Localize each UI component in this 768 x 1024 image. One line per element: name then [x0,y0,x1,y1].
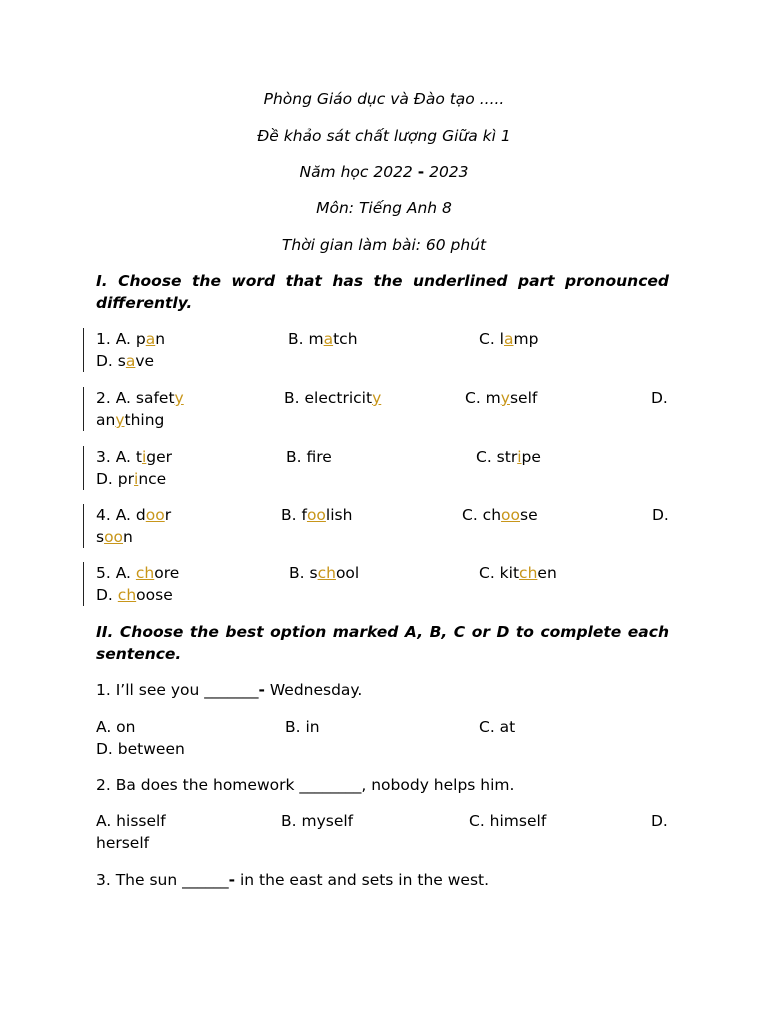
margin-bar [83,504,84,548]
option-a: A. hisself [96,812,166,830]
option-b: B. electricity [284,389,382,407]
option-b: B. school [289,564,360,582]
option-d: soon [96,528,133,546]
option-a: 4. A. door [96,506,172,524]
option-b: B. myself [281,812,354,830]
school-year-dash: - [417,163,425,181]
option-d-label: D. [652,506,669,524]
question-3 [96,446,696,490]
header-subject: Môn: Tiếng Anh 8 [316,199,452,217]
option-c: C. at [479,718,516,736]
question-2-sentence: 2. Ba does the homework ________, nobody helps him. [96,776,515,794]
margin-bar [83,562,84,606]
option-a: 3. A. tiger [96,448,173,466]
option-c: C. myself [465,389,538,407]
question-3-sentence: 3. The sun ______- in the east and sets in the west. [96,871,490,889]
option-d: herself [96,834,150,852]
option-a: A. on [96,718,136,736]
option-a: 1. A. pan [96,330,166,348]
option-c: C. choose [462,506,538,524]
option-d-label: D. [651,389,668,407]
question-2 [96,387,696,431]
header-duration: Thời gian làm bài: 60 phút [281,236,487,254]
question-1 [96,328,696,372]
option-d: anything [96,411,165,429]
option-a: 5. A. chore [96,564,180,582]
option-c: C. kitchen [479,564,557,582]
margin-bar [83,446,84,490]
option-c: C. lamp [479,330,539,348]
option-c: C. himself [469,812,547,830]
option-d: D. choose [96,586,173,604]
margin-bar [83,387,84,431]
section-1-title: I. Choose the word that has the underlined part pronounced differently. [96,272,669,312]
question-1-sentence: 1. I’ll see you _______- Wednesday. [96,681,363,699]
option-d-label: D. [651,812,668,830]
option-b: B. match [288,330,358,348]
header-exam-title: Đề khảo sát chất lượng Giữa kì 1 [257,127,511,145]
header-department: Phòng Giáo dục và Đào tạo ..... [263,90,505,108]
header-school-year [0,162,768,182]
school-year-end: 2023 [424,163,469,181]
margin-bar [83,328,84,372]
option-d: D. prince [96,470,167,488]
option-b: B. foolish [281,506,353,524]
question-4 [96,504,696,548]
option-c: C. stripe [476,448,541,466]
option-a: 2. A. safety [96,389,184,407]
section-2-title: II. Choose the best option marked A, B, C or D to complete each sentence. [96,623,669,663]
question-5 [96,562,696,606]
option-b: B. fre [286,448,332,466]
option-b: B. in [285,718,320,736]
question-2-options [96,810,696,854]
question-1-options [96,716,696,760]
school-year-start: Năm học 2022 [299,163,418,181]
option-d: D. save [96,352,155,370]
option-d: D. between [96,740,185,758]
